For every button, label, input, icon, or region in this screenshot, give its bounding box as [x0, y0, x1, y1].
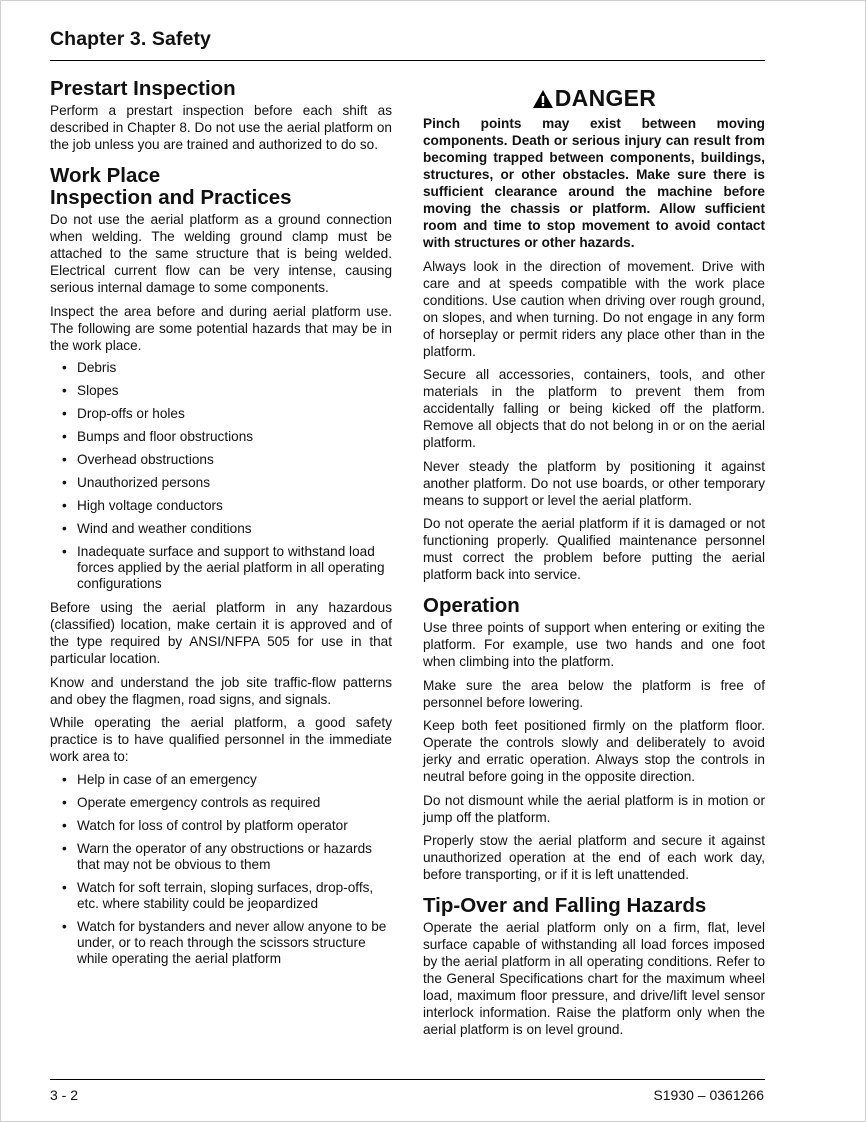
tipover-section: [423, 895, 765, 1038]
operation-paragraph-5: Properly stow the aerial platform and secure it against unauthorized operation at the end of each work day, before transporting, or if it is left unattended.: [423, 833, 765, 882]
traffic-flow-paragraph: Know and understand the job site traffic-flow patterns and obey the flagmen, road signs, and signals.: [50, 674, 392, 707]
prestart-paragraph: Perform a prestart inspection before each shift as described in Chapter 8. Do not use the aerial platform on the job unless you are trained and authorized to do so.: [50, 103, 392, 152]
operation-paragraph-3: Keep both feet positioned firmly on the platform floor. Operate the controls slowly and deliberately to avoid jerky and erratic operation. Always stop the controls in neutral before going in the opposite direction.: [423, 718, 765, 784]
workplace-heading: [50, 165, 392, 209]
tipover-paragraph: Operate the aerial platform only on a firm, flat, level surface capable of withstanding all load forces imposed by the aerial platform in all operating conditions. Refer to the General Specifications chart for the maximum wheel load, maximum floor pressure, and drive/lift level sensor interlock information. Raise the platform only when the aerial platform is on level ground.: [423, 920, 765, 1037]
header-rule: [50, 60, 765, 61]
welding-paragraph: Do not use the aerial platform as a ground connection when welding. The welding ground clamp must be attached to the same structure that is being welded. Electrical current flow can be very intense, causing serious internal damage to some components.: [50, 212, 392, 295]
prestart-heading: Prestart Inspection: [50, 77, 236, 100]
list-item: • Inadequate surface and support to withstand load forces applied by the aerial platform in all operating configurations: [50, 544, 392, 592]
list-item: • Warn the operator of any obstructions or hazards that may not be obvious to them: [50, 841, 392, 873]
movement-paragraph: Always look in the direction of movement. Drive with care and at speeds compatible with the work place conditions. Use caution when driving over rough ground, on slopes, and when turning. Do not engage in any form of horseplay or permit riders any place other than in the platform.: [423, 258, 765, 359]
safety-practice-paragraph: While operating the aerial platform, a good safety practice is to have qualified personnel in the immediate work area to:: [50, 715, 392, 764]
secure-accessories-paragraph: Secure all accessories, containers, tools, and other materials in the platform to prevent them from accidentally falling or being kicked off the platform. Remove all objects that do not belong in or on the aerial platform.: [423, 367, 765, 450]
operation-paragraph-1: Use three points of support when entering or exiting the platform. For example, use two hands and one foot when climbing into the platform.: [423, 620, 765, 669]
list-item: • Operate emergency controls as required: [50, 795, 392, 811]
warning-triangle-icon: [532, 89, 554, 109]
page-number: 3 - 2: [50, 1087, 79, 1103]
list-item: • Unauthorized persons: [50, 475, 392, 491]
inspect-paragraph: Inspect the area before and during aerial platform use. The following are some potential hazards that may be in the work place.: [50, 303, 392, 353]
list-item: • Watch for loss of control by platform operator: [50, 818, 392, 834]
prestart-section: [50, 78, 392, 153]
workplace-heading-line1: Work Place: [50, 164, 161, 187]
damaged-paragraph: Do not operate the aerial platform if it is damaged or not functioning properly. Qualified maintenance personnel must correct the problem before putting the aerial platform back into service.: [423, 516, 765, 582]
list-item: • Watch for bystanders and never allow anyone to be under, or to reach through the scissors structure while operating the aerial platform: [50, 919, 392, 967]
hazardous-location-paragraph: Before using the aerial platform in any hazardous (classified) location, make certain it is approved and of the type required by ANSI/NFPA 505 for use in that particular location.: [50, 600, 392, 666]
operation-section: [423, 595, 765, 883]
left-column: [50, 78, 392, 974]
danger-text: Pinch points may exist between moving components. Death or serious injury can result from becoming trapped between components, buildings, structures, or other obstacles. Make sure there is sufficient clearance around the machine before moving the chassis or platform. Allow sufficient room and time to stop movement to avoid contact with structures or other hazards.: [423, 116, 765, 250]
footer-rule: [50, 1079, 765, 1080]
workplace-heading-line2: Inspection and Practices: [50, 186, 292, 209]
operation-paragraph-2: Make sure the area below the platform is free of personnel before lowering.: [423, 677, 765, 710]
list-item: • Bumps and floor obstructions: [50, 429, 392, 445]
list-item: • Help in case of an emergency: [50, 772, 392, 788]
list-item: • Drop-offs or holes: [50, 406, 392, 422]
duties-list: [50, 772, 392, 967]
danger-box: [423, 85, 765, 251]
list-item: • High voltage conductors: [50, 498, 392, 514]
list-item: • Slopes: [50, 383, 392, 399]
list-item: • Watch for soft terrain, sloping surfaces, drop-offs, etc. where stability could be jeopardized: [50, 880, 392, 912]
operation-heading: Operation: [423, 594, 520, 617]
operation-paragraph-4: Do not dismount while the aerial platform is in motion or jump off the platform.: [423, 792, 765, 825]
tipover-heading: Tip-Over and Falling Hazards: [423, 894, 707, 917]
list-item: • Overhead obstructions: [50, 452, 392, 468]
danger-title: DANGER: [554, 85, 657, 111]
danger-heading: [423, 85, 765, 111]
list-item: • Debris: [50, 360, 392, 376]
document-number: S1930 – 0361266: [653, 1087, 764, 1103]
workplace-section: [50, 165, 392, 967]
steady-platform-paragraph: Never steady the platform by positioning it against another platform. Do not use boards, or other temporary means to support or level the aerial platform.: [423, 458, 765, 508]
list-item: • Wind and weather conditions: [50, 521, 392, 537]
right-column: [423, 85, 765, 1045]
chapter-title: Chapter 3. Safety: [50, 28, 212, 50]
hazards-list: [50, 360, 392, 592]
